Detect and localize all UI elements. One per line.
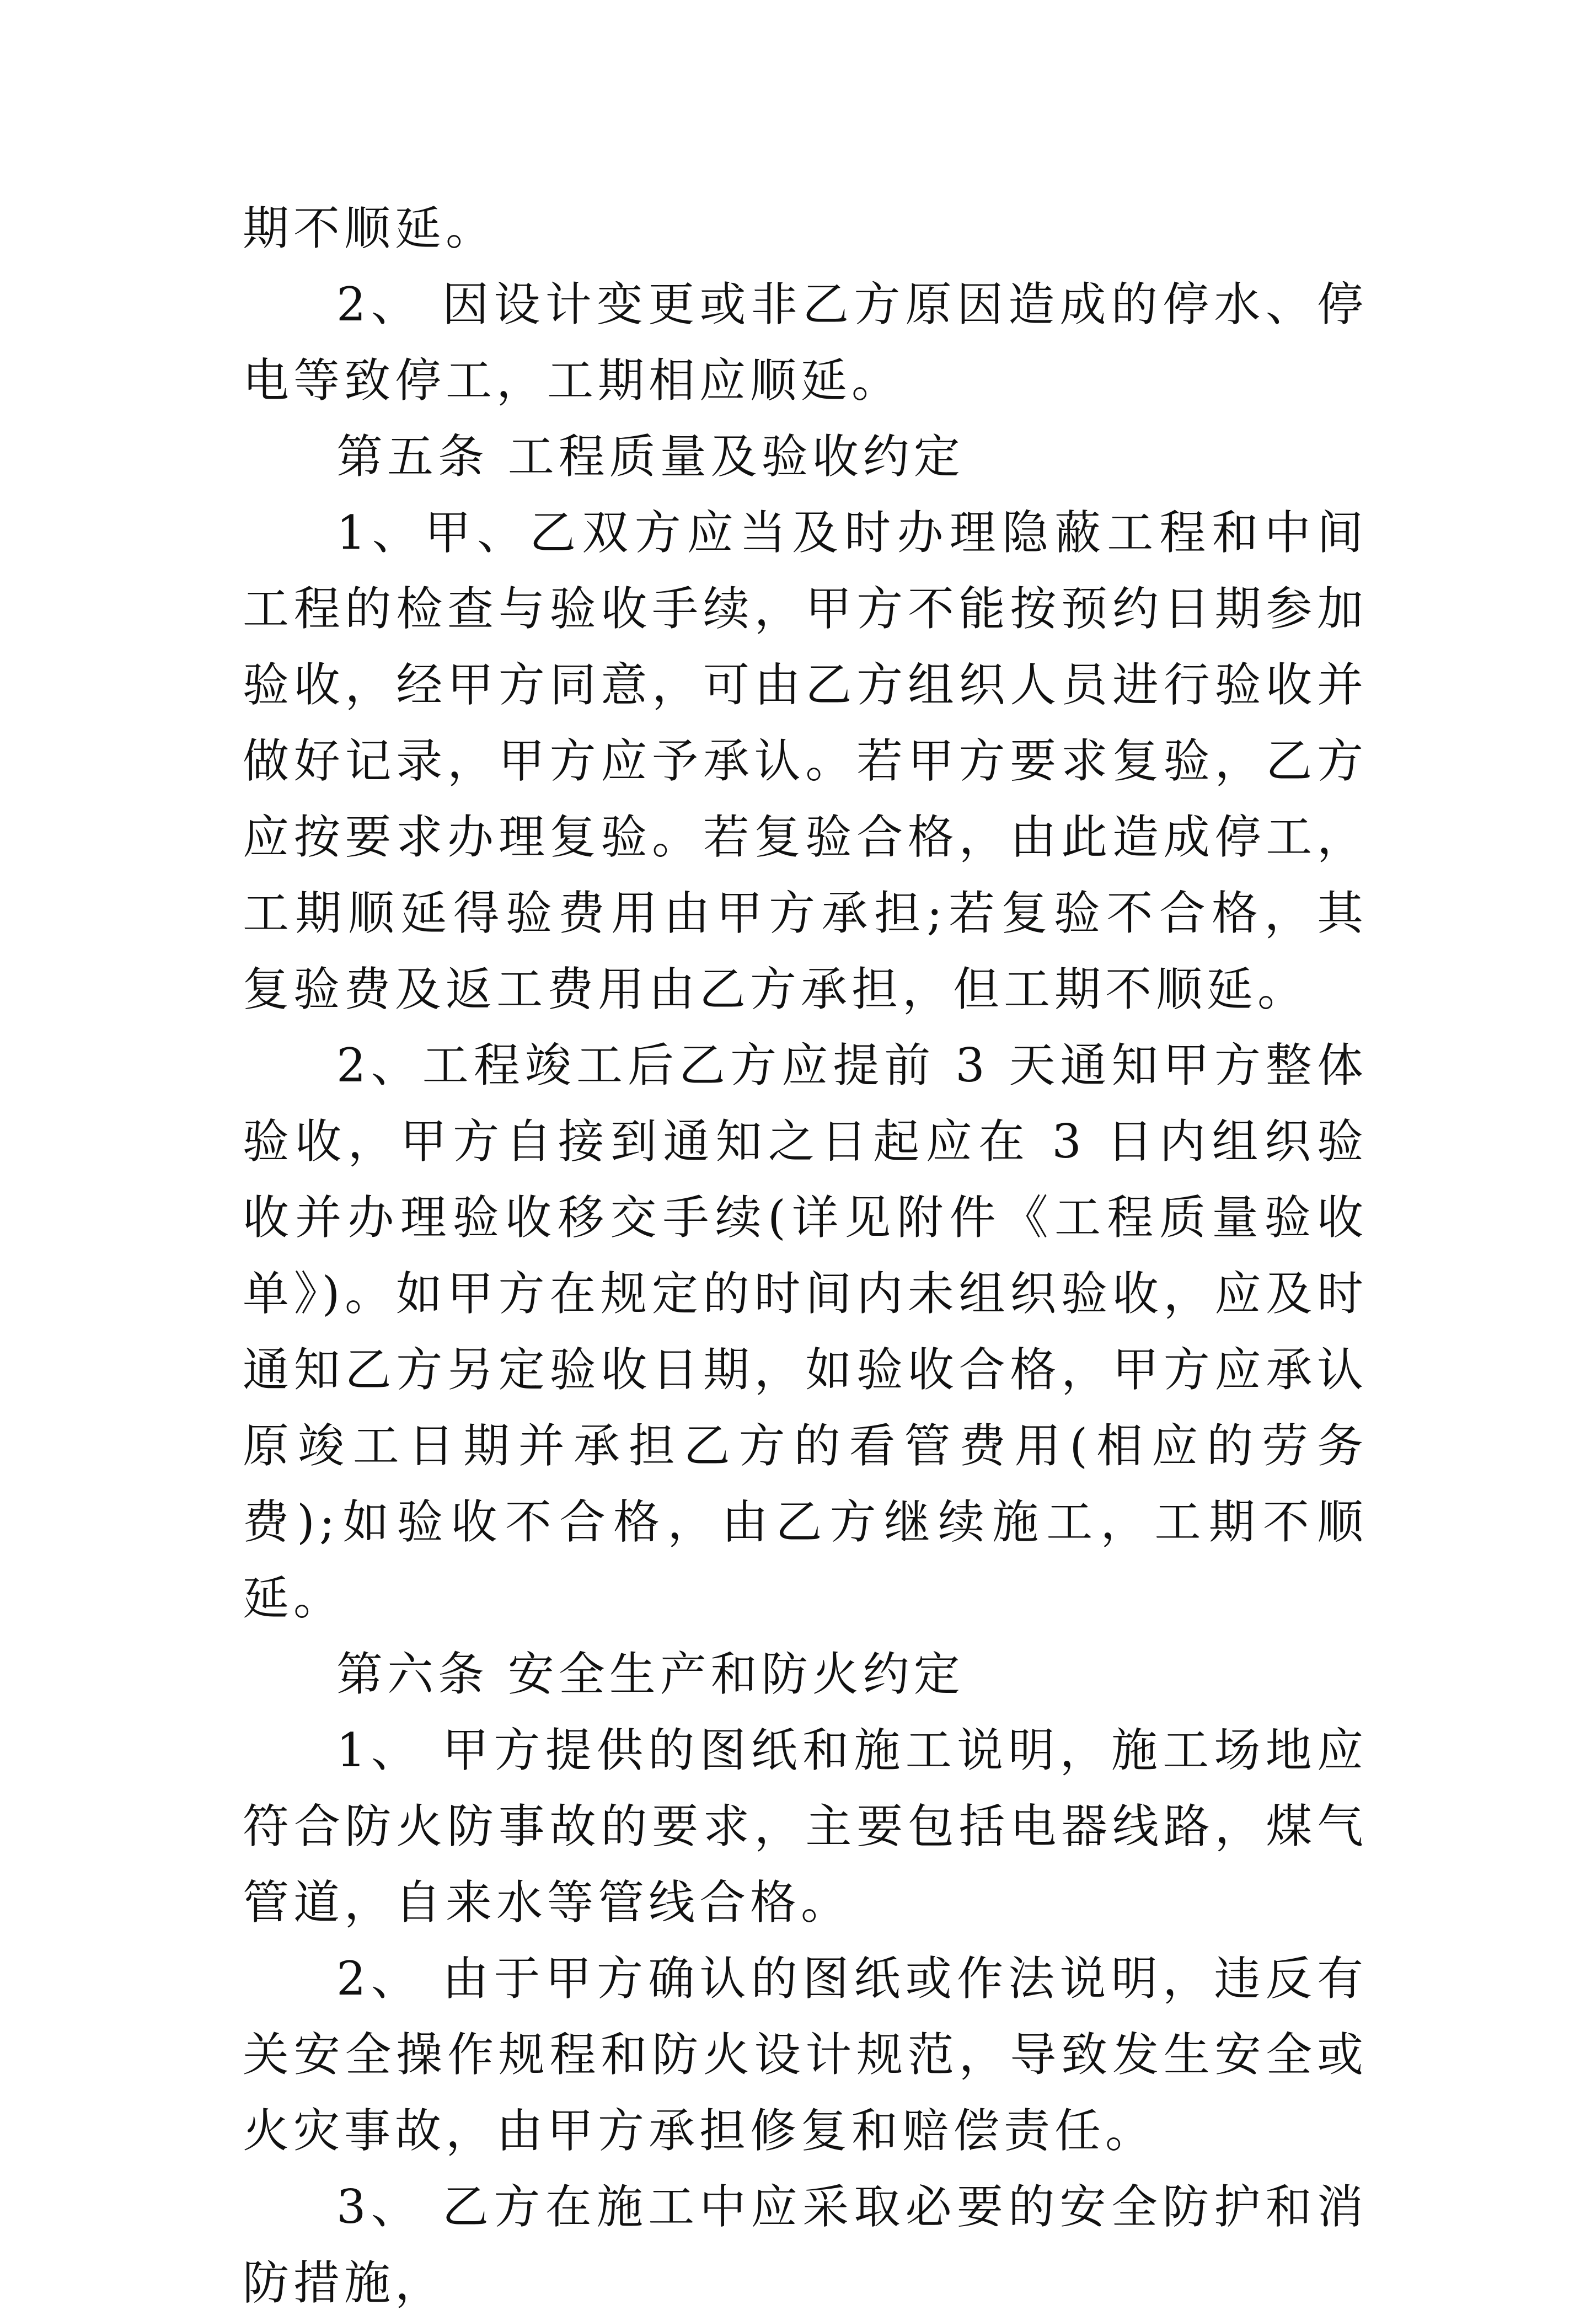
clause-4-item-2: 2、 因设计变更或非乙方原因造成的停水、停电等致停工，工期相应顺延。	[243, 277, 1368, 408]
article-6-heading: 第六条 安全生产和防火约定	[336, 1647, 965, 1701]
paragraph-continuation: 期不顺延。	[243, 201, 497, 255]
contract-body	[243, 190, 1368, 2321]
article-5-item-2: 2、工程竣工后乙方应提前 3 天通知甲方整体验收，甲方自接到通知之日起应在 3 日内组织验收并办理验收移交手续(详见附件《工程质量验收单》)。如甲方在规定的时间内未组织验收，应及时通知乙方另定验收日期，如验收合格，甲方应承认原竣工日期并承担乙方的看管费用(相应的劳务费);如验收不合格，由乙方继续施工，工期不顺延。	[243, 1038, 1368, 1625]
article-6-item-2: 2、 由于甲方确认的图纸或作法说明，违反有关安全操作规程和防火设计规范，导致发生安全或火灾事故，由甲方承担修复和赔偿责任。	[243, 1952, 1368, 2158]
article-5-heading: 第五条 工程质量及验收约定	[336, 430, 965, 484]
article-6-item-1: 1、 甲方提供的图纸和施工说明，施工场地应符合防火防事故的要求，主要包括电器线路，煤气管道，自来水等管线合格。	[243, 1723, 1368, 1929]
article-5-item-1: 1、甲、乙双方应当及时办理隐蔽工程和中间工程的检查与验收手续，甲方不能按预约日期参加验收，经甲方同意，可由乙方组织人员进行验收并做好记录，甲方应予承认。若甲方要求复验，乙方应按要求办理复验。若复验合格，由此造成停工，工期顺延得验费用由甲方承担;若复验不合格，其复验费及返工费用由乙方承担，但工期不顺延。	[243, 506, 1368, 1016]
article-6-item-3: 3、 乙方在施工中应采取必要的安全防护和消防措施，	[243, 2180, 1368, 2310]
